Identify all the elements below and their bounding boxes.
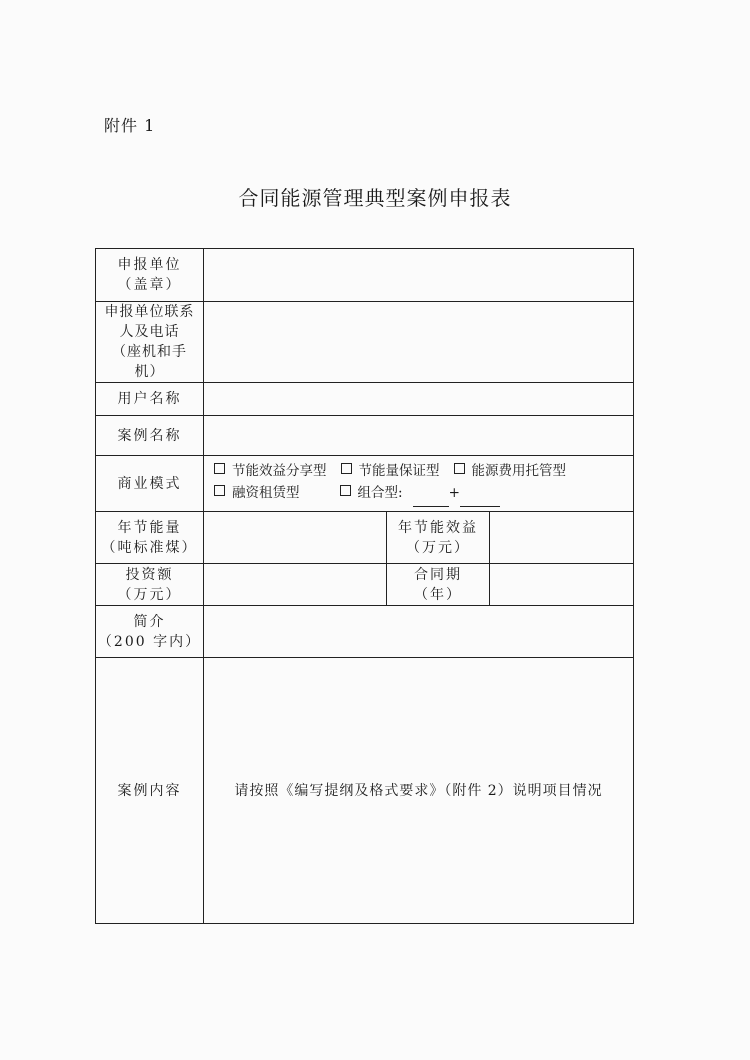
contract-period-field[interactable] [490,564,634,606]
mode-option-energy-cost-trust[interactable]: 能源费用托管型 [454,460,567,482]
contract-period-label: 合同期 （年） [387,564,490,606]
annual-benefit-label: 年节能效益 （万元） [387,512,490,564]
checkbox-icon[interactable] [340,485,351,496]
business-mode-options [204,456,634,512]
investment-field[interactable] [204,564,387,606]
row-applicant [96,249,634,302]
case-content-instruction: 请按照《编写提纲及格式要求》（附件 2）说明项目情况 [234,782,603,799]
row-energy-benefit [96,512,634,564]
business-mode-label: 商业模式 [96,456,204,512]
annual-benefit-field[interactable] [490,512,634,564]
case-content-field[interactable] [204,658,634,924]
row-investment-period [96,564,634,606]
row-summary [96,606,634,658]
combo-blank-2[interactable] [460,484,500,507]
row-contact [96,302,634,383]
form-title: 合同能源管理典型案例申报表 [238,186,512,210]
mode-option-energy-guarantee[interactable]: 节能量保证型 [341,460,440,482]
checkbox-icon[interactable] [214,485,225,496]
user-name-label: 用户名称 [96,383,204,416]
annual-energy-field[interactable] [204,512,387,564]
user-name-field[interactable] [204,383,634,416]
application-form-table [95,248,634,924]
contact-field[interactable] [204,302,634,383]
mode-option-energy-saving-share[interactable]: 节能效益分享型 [214,460,327,482]
checkbox-icon[interactable] [454,463,465,474]
investment-label: 投资额 （万元） [96,564,204,606]
mode-option-finance-lease[interactable]: 融资租赁型 [214,482,300,504]
applicant-field[interactable] [204,249,634,302]
checkbox-icon[interactable] [341,463,352,474]
case-name-field[interactable] [204,416,634,456]
case-name-label: 案例名称 [96,416,204,456]
row-business-mode [96,456,634,512]
attachment-label: 附件 1 [104,116,156,135]
case-content-label: 案例内容 [96,658,204,924]
row-case-content [96,658,634,924]
checkbox-icon[interactable] [214,463,225,474]
mode-option-combination[interactable]: 组合型: + [340,482,500,507]
summary-field[interactable] [204,606,634,658]
contact-label: 申报单位联系 人及电话 （座机和手 机） [96,302,204,383]
summary-label: 简介 （200 字内） [96,606,204,658]
row-user-name [96,383,634,416]
combo-blank-1[interactable] [413,484,449,507]
annual-energy-label: 年节能量 （吨标准煤） [96,512,204,564]
applicant-label: 申报单位 （盖章） [96,249,204,302]
row-case-name [96,416,634,456]
